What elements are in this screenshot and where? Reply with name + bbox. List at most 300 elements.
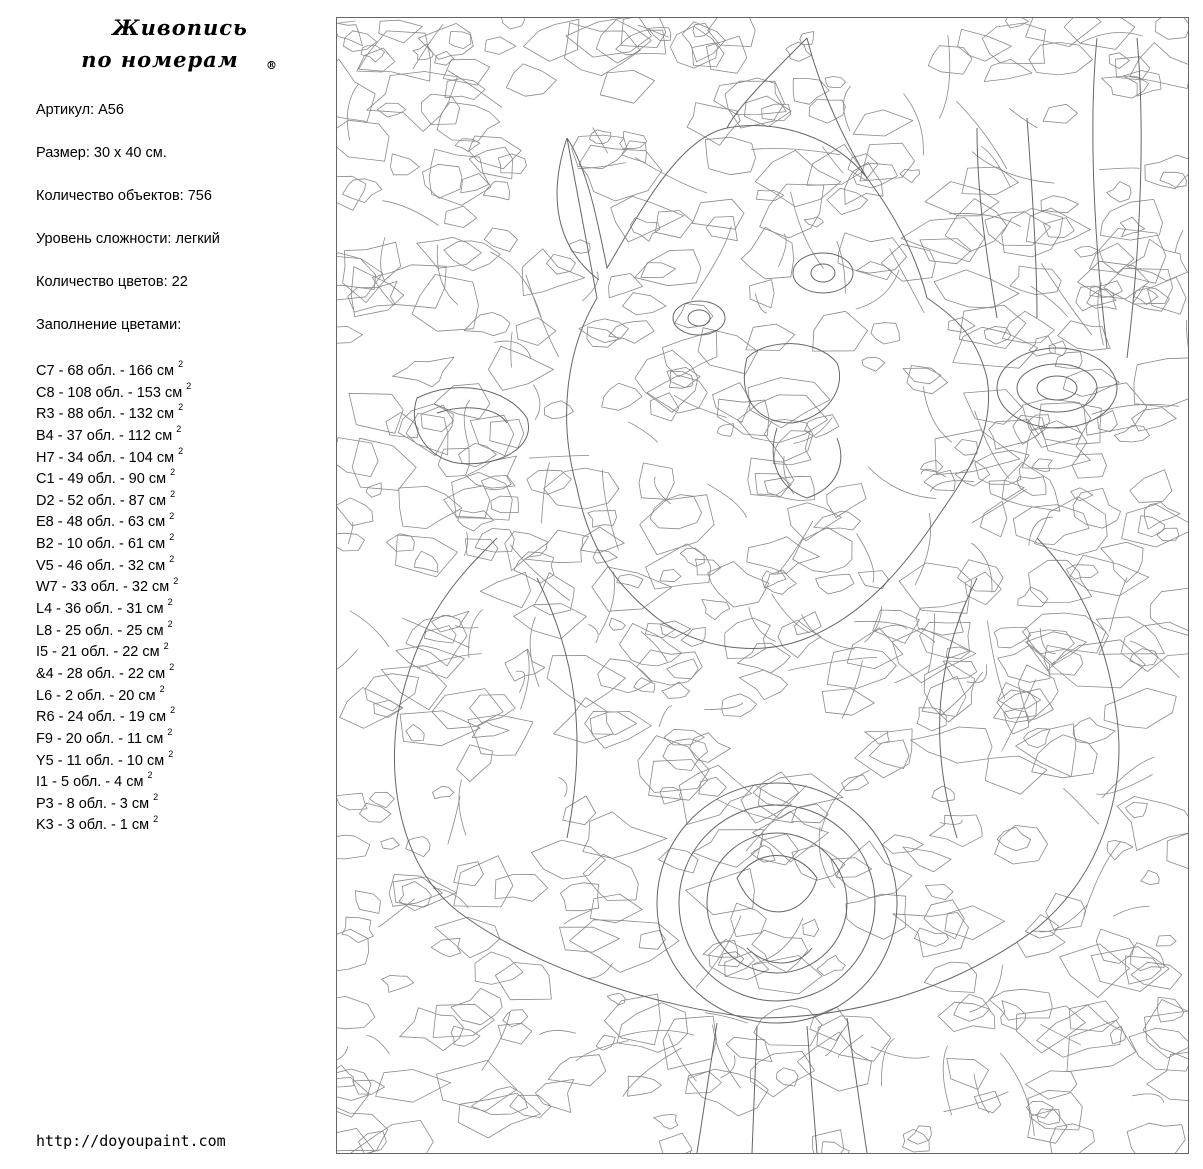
paint-region: [337, 793, 367, 810]
fill-heading: Заполнение цветами:: [36, 317, 182, 333]
paint-region: [726, 1037, 772, 1061]
paint-region: [855, 729, 912, 778]
paint-region: [1026, 632, 1087, 665]
paint-region: [548, 1055, 606, 1086]
paint-region: [469, 136, 522, 169]
paint-region: [406, 837, 430, 857]
paint-region: [390, 154, 419, 175]
paint-region: [359, 803, 391, 822]
region-border: [987, 621, 1004, 699]
palette-item: B4 - 37 обл. - 112 см $^2$: [36, 424, 182, 444]
paint-region: [1067, 565, 1099, 579]
paint-region: [435, 917, 500, 958]
paint-region: [389, 874, 442, 906]
paint-region: [817, 955, 846, 975]
paint-region: [706, 36, 746, 73]
info-sidebar: [0, 0, 330, 1169]
region-border: [1130, 641, 1180, 678]
region-border: [366, 1036, 389, 1054]
palette-item: C1 - 49 обл. - 90 см $^2$: [36, 467, 176, 488]
paint-region: [491, 496, 519, 513]
paint-region: [1073, 488, 1121, 528]
paint-region: [617, 1003, 688, 1053]
paint-region: [510, 1095, 551, 1117]
region-border: [881, 1038, 894, 1086]
paint-region: [934, 270, 1019, 308]
paint-region: [1037, 1005, 1122, 1058]
paint-region: [1018, 665, 1058, 723]
paint-region: [681, 627, 705, 646]
region-border: [923, 386, 952, 442]
paint-region: [386, 413, 418, 438]
brand-logo: [60, 12, 300, 76]
paint-region: [469, 147, 512, 179]
paint-region: [337, 1065, 354, 1087]
region-border: [915, 513, 930, 585]
paint-region: [639, 930, 665, 949]
registered-mark: ®: [266, 59, 278, 72]
paint-region: [1070, 555, 1149, 596]
paint-region: [984, 59, 1032, 81]
paint-region: [1121, 622, 1188, 671]
paint-region: [1100, 199, 1162, 240]
paint-region: [490, 419, 524, 448]
region-border: [674, 395, 727, 417]
paint-region: [911, 727, 993, 763]
paint-region: [1001, 1001, 1026, 1030]
palette-item: P3 - 8 обл. - 3 см $^2$: [36, 791, 159, 812]
paint-region: [386, 534, 414, 552]
coloring-canvas: [336, 17, 1189, 1154]
brand-line-2: по номерам: [81, 47, 239, 72]
paint-region: [501, 18, 525, 29]
paint-region: [396, 535, 458, 577]
paint-region: [1022, 399, 1091, 448]
paint-region: [1125, 803, 1147, 818]
paint-region: [924, 962, 976, 992]
region-border: [865, 606, 882, 643]
palette-item: I5 - 21 обл. - 22 см $^2$: [36, 640, 169, 661]
region-border: [526, 275, 559, 357]
paint-region: [663, 1016, 717, 1069]
paint-region: [667, 367, 700, 387]
paint-region: [468, 715, 533, 756]
paint-region: [560, 883, 598, 911]
paint-region: [609, 274, 643, 298]
paint-region: [925, 885, 953, 900]
paint-region: [1090, 243, 1135, 272]
paint-region: [1025, 1071, 1077, 1099]
paint-region: [588, 510, 617, 527]
paint-region: [980, 501, 1007, 537]
paint-region: [1156, 18, 1189, 39]
paint-region: [399, 486, 462, 528]
paint-region: [1157, 528, 1179, 541]
paint-region: [822, 1142, 850, 1153]
paint-region: [431, 938, 461, 957]
region-border: [751, 148, 840, 154]
region-border: [868, 467, 936, 499]
paint-region: [470, 415, 513, 456]
region-border: [1031, 286, 1068, 317]
paint-region: [495, 875, 548, 902]
region-border: [587, 963, 613, 979]
difficulty-level: Уровень сложности: легкий: [36, 231, 220, 247]
paint-region: [609, 618, 625, 630]
paint-region: [718, 952, 744, 967]
paint-region: [337, 835, 370, 859]
paint-region: [370, 792, 395, 807]
paint-region: [359, 31, 431, 81]
paint-region: [525, 530, 588, 563]
paint-region: [414, 551, 438, 572]
region-border: [705, 703, 744, 710]
palette-item: W7 - 33 обл. - 32 см $^2$: [36, 575, 179, 596]
paint-region: [757, 190, 784, 200]
paint-region: [1076, 286, 1116, 311]
palette-item: L6 - 2 обл. - 20 см $^2$: [36, 683, 165, 704]
region-border: [749, 607, 776, 641]
paint-region: [804, 217, 823, 227]
paint-region: [367, 72, 458, 132]
region-border: [943, 1046, 952, 1116]
paint-region: [1130, 43, 1188, 89]
paint-region: [655, 211, 692, 238]
region-border: [754, 918, 803, 964]
paint-region: [953, 327, 1038, 368]
paint-region: [1091, 947, 1169, 992]
region-border: [521, 649, 530, 709]
palette-item: F9 - 20 обл. - 11 см $^2$: [36, 727, 173, 747]
paint-region: [359, 1131, 387, 1153]
paint-region: [731, 903, 767, 937]
paint-region: [1127, 1123, 1185, 1153]
paint-region: [914, 928, 948, 946]
paint-region: [475, 952, 523, 985]
region-border: [464, 400, 470, 446]
paint-region: [660, 570, 681, 582]
paint-region: [903, 847, 951, 872]
region-border: [482, 1012, 510, 1071]
paint-region: [702, 599, 730, 619]
paint-region: [579, 319, 629, 343]
paint-region: [816, 574, 854, 594]
region-border: [378, 899, 415, 927]
paint-region: [635, 350, 698, 412]
paint-region: [871, 323, 899, 344]
paint-region: [423, 164, 463, 198]
paint-region: [1107, 182, 1131, 202]
paint-region: [437, 102, 500, 141]
region-border: [772, 594, 810, 633]
paint-region: [675, 304, 713, 328]
region-border: [402, 618, 469, 648]
paint-region: [1156, 935, 1176, 946]
palette-item: K3 - 3 обл. - 1 см $^2$: [36, 813, 159, 834]
paint-region: [483, 181, 509, 199]
paint-region: [862, 357, 885, 371]
paint-region: [598, 659, 652, 693]
paint-region: [814, 511, 861, 530]
region-border: [874, 625, 907, 632]
paint-region: [994, 628, 1031, 648]
paint-region: [932, 786, 954, 802]
region-border: [1113, 907, 1149, 917]
region-border: [559, 777, 567, 797]
paint-region: [457, 745, 493, 782]
paint-region: [554, 698, 614, 744]
paint-region: [827, 484, 866, 518]
paint-region: [337, 1077, 369, 1117]
paint-region: [827, 647, 896, 688]
region-border: [788, 657, 877, 670]
paint-region: [396, 646, 464, 679]
paint-region: [421, 405, 454, 431]
paint-region: [381, 666, 446, 710]
paint-region: [947, 1059, 989, 1090]
paint-region: [689, 733, 730, 763]
paint-region: [1107, 841, 1133, 860]
region-border: [659, 706, 672, 727]
paint-region: [340, 688, 403, 729]
region-border: [822, 146, 843, 173]
paint-region: [488, 346, 553, 390]
region-border: [350, 611, 389, 647]
region-border: [857, 534, 874, 583]
paint-region: [535, 1079, 573, 1112]
region-border: [529, 455, 589, 458]
palette-item: C8 - 108 обл. - 153 см $^2$: [36, 380, 192, 401]
paint-region: [337, 996, 375, 1028]
palette-item: I1 - 5 обл. - 4 см $^2$: [36, 770, 153, 791]
paint-region: [458, 510, 494, 531]
paint-region: [739, 670, 787, 700]
region-border: [1000, 1053, 1034, 1136]
region-border: [635, 1150, 692, 1153]
region-border: [539, 1030, 576, 1034]
paint-region: [1017, 931, 1065, 957]
paint-region: [989, 481, 1024, 500]
paint-region: [793, 528, 852, 573]
paint-region: [464, 313, 510, 336]
paint-region: [985, 756, 1047, 794]
paint-region: [547, 656, 625, 708]
palette-item: D2 - 52 обл. - 87 см $^2$: [36, 489, 176, 509]
region-border: [692, 226, 732, 300]
region-border: [533, 385, 540, 420]
paint-region: [602, 383, 642, 410]
paint-region: [809, 99, 845, 123]
paint-region: [342, 917, 373, 942]
paint-region: [352, 438, 416, 490]
paint-region: [600, 70, 654, 103]
line-art-drawing: [337, 18, 1188, 1153]
paint-region: [945, 199, 1007, 252]
color-count: Количество цветов: 22: [36, 274, 188, 290]
paint-region: [825, 77, 845, 88]
paint-region: [357, 48, 395, 72]
paint-region: [848, 154, 878, 180]
paint-region: [454, 862, 484, 886]
region-border: [511, 332, 512, 368]
region-border: [871, 1047, 930, 1059]
region-border: [593, 128, 608, 154]
region-border: [939, 35, 949, 118]
region-border: [1081, 33, 1143, 43]
region-border: [459, 779, 466, 835]
paint-region: [617, 574, 643, 588]
paint-region: [917, 708, 946, 731]
paint-region: [827, 188, 868, 214]
paint-region: [1016, 724, 1076, 777]
paint-region: [962, 167, 1019, 194]
paint-region: [449, 31, 471, 48]
paint-region: [750, 1051, 814, 1097]
paint-region: [1013, 505, 1089, 545]
paint-region: [514, 604, 587, 639]
paint-region: [1096, 617, 1164, 654]
paint-region: [822, 689, 874, 716]
paint-region: [1150, 588, 1188, 636]
paint-region: [337, 59, 375, 121]
paint-region: [348, 281, 397, 312]
paint-region: [432, 786, 453, 798]
paint-region: [1138, 516, 1165, 537]
paint-region: [607, 993, 625, 1005]
paint-region: [777, 1068, 799, 1086]
paint-region: [1141, 870, 1159, 884]
paint-region: [746, 324, 795, 350]
paint-region: [1104, 688, 1176, 728]
paint-region: [755, 150, 840, 206]
paint-region: [989, 989, 1052, 1020]
brand-line-1: Живопись: [112, 15, 248, 40]
paint-region: [392, 357, 454, 387]
region-border: [347, 84, 358, 140]
paint-region: [1023, 613, 1106, 654]
paint-region: [873, 610, 920, 643]
paint-region: [406, 725, 424, 741]
paint-region: [1122, 504, 1188, 547]
paint-region: [788, 503, 842, 541]
paint-region: [717, 424, 734, 437]
region-border: [1186, 320, 1188, 371]
region-border: [1096, 774, 1152, 794]
paint-region: [544, 468, 619, 509]
palette-item: B2 - 10 обл. - 61 см $^2$: [36, 532, 175, 553]
paint-region: [882, 835, 923, 854]
paint-region: [1032, 459, 1052, 472]
paint-region: [717, 399, 769, 436]
region-border: [1099, 168, 1139, 170]
paint-region: [1050, 1124, 1095, 1153]
paint-region: [611, 196, 684, 242]
paint-region: [1147, 1052, 1188, 1101]
paint-region: [590, 711, 651, 748]
region-border: [1009, 108, 1038, 128]
paint-region: [377, 103, 406, 117]
paint-region: [1060, 944, 1130, 998]
paint-region: [725, 618, 771, 659]
paint-region: [1109, 53, 1130, 69]
paint-region: [524, 19, 580, 61]
paint-region: [1025, 915, 1058, 938]
palette-item: L8 - 25 обл. - 25 см $^2$: [36, 618, 173, 639]
paint-region: [1026, 208, 1090, 245]
paint-region: [445, 206, 477, 227]
paint-region: [1002, 311, 1054, 343]
paint-region: [451, 988, 502, 1024]
paint-region: [372, 265, 446, 308]
paint-region: [622, 293, 666, 315]
paint-region: [901, 218, 985, 262]
paint-region: [534, 573, 575, 615]
paint-region: [1072, 454, 1107, 478]
paint-region: [1024, 728, 1050, 747]
paint-region: [337, 498, 373, 526]
paint-region: [667, 659, 698, 679]
paint-region: [954, 994, 990, 1021]
region-border: [599, 572, 614, 635]
paint-region: [620, 131, 647, 148]
paint-region: [485, 37, 516, 55]
paint-region: [955, 440, 978, 456]
paint-region: [709, 939, 755, 976]
region-border: [668, 1034, 696, 1081]
paint-region: [1029, 560, 1092, 602]
paint-region: [1032, 735, 1098, 778]
website-link[interactable]: http://doyoupaint.com: [36, 1132, 226, 1150]
region-border: [856, 270, 899, 309]
paint-region: [705, 137, 755, 175]
region-border: [1084, 842, 1121, 916]
paint-region: [1043, 104, 1077, 123]
paint-region: [903, 1129, 930, 1152]
paint-region: [585, 711, 637, 734]
paint-region: [592, 567, 672, 611]
paint-region: [908, 1126, 932, 1145]
paint-region: [621, 18, 666, 48]
paint-region: [664, 729, 704, 745]
paint-region: [680, 548, 704, 566]
paint-region: [472, 722, 509, 738]
paint-region: [444, 486, 490, 518]
paint-region: [663, 739, 708, 771]
paint-region: [773, 431, 811, 465]
paint-region: [337, 176, 366, 210]
canvas-size: Размер: 30 х 40 см.: [36, 145, 167, 161]
region-border: [469, 610, 483, 658]
region-border: [890, 248, 925, 313]
paint-region: [803, 919, 819, 936]
region-border: [1041, 1024, 1081, 1045]
paint-region: [1010, 266, 1061, 295]
paint-region: [786, 42, 811, 61]
paint-region: [1041, 196, 1078, 213]
paint-region: [628, 1076, 662, 1096]
paint-region: [1063, 369, 1119, 396]
paint-region: [1127, 239, 1188, 281]
paint-region: [337, 1105, 388, 1152]
paint-region: [381, 838, 400, 850]
paint-region: [417, 237, 482, 268]
paint-region: [928, 46, 972, 74]
paint-region: [1130, 470, 1172, 503]
paint-region: [957, 560, 1003, 592]
region-border: [1063, 788, 1099, 824]
region-border: [490, 252, 541, 318]
paint-region: [853, 110, 913, 136]
